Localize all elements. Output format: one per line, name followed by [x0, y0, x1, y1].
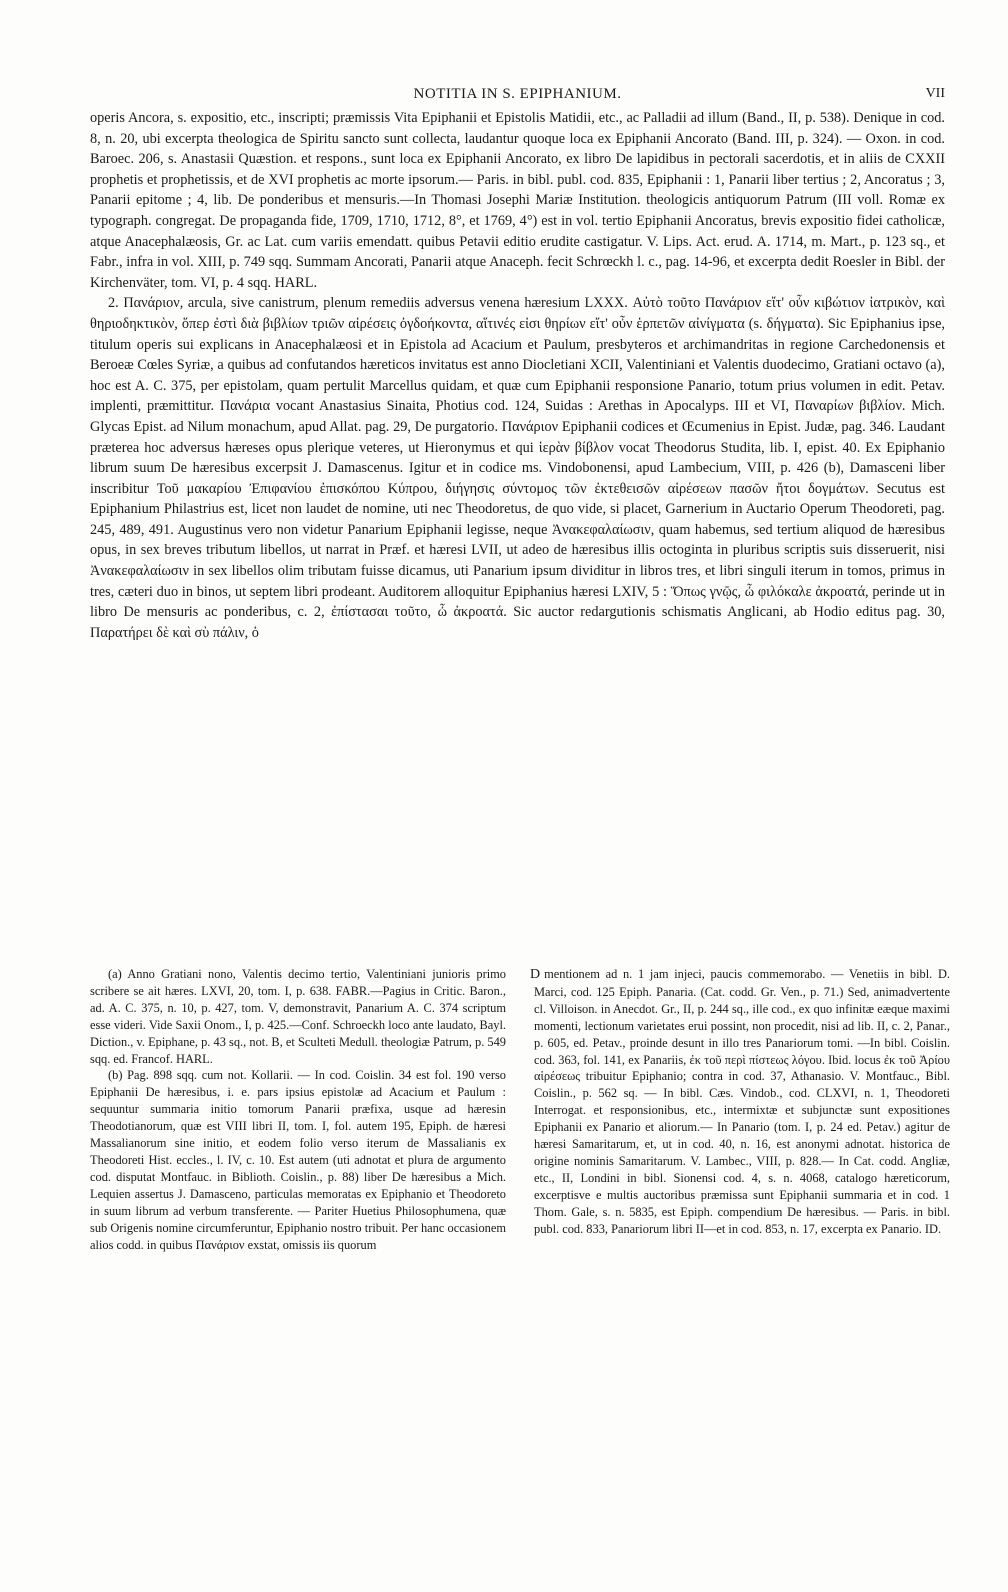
- footnote-column-left: [90, 966, 506, 1253]
- main-text: [90, 108, 945, 643]
- footnote-continuation-text: mentionem ad n. 1 jam injeci, paucis commemorabo. — Venetiis in bibl. D. Marci, cod. 125 Epiph. Panaria. (Cat. codd. Gr. Ven., p. 71.) Sed, animadvertente cl. Villoison. in Anecdot. Gr., II, p. 244 sq., ille cod., ex quo infinitæ eæque maximi momenti, lectionum varietates erui possint, non procedit, nisi ad lib. II, c. 2, Panar., p. 605, ed. Petav., proinde desunt in illo tres Panariorum tomi. —In bibl. Coislin. cod. 363, fol. 141, ex Panariis, ἐκ τοῦ περὶ πίστεως λόγου. Ibid. locus ἐκ τοῦ Ἀρίου αἱρέσεως tribuitur Epiphanio; contra in cod. 37, Athanasio. V. Montfauc., Bibl. Coislin., p. 562 sq. — In bibl. Cæs. Vindob., cod. CLXVI, n. 1, Theodoreti Interrogat. et responsionibus, etc., intermixtæ et subjunctæ sunt expositiones Epiphanii ex Panario et aliorum.— In Panario (tom. I, p. 24 ed. Petav.) agitur de hæresi Samaritarum, et, ut in cod. 40, n. 16, est anonymi adnotat. historica de origine nominis Samaritarum. V. Lambec., VIII, p. 828.— In Cat. codd. Angliæ, etc., II, Londini in bibl. Sionensi cod. 4, s. n. 4068, catalogo hæreticorum, excerptisve e multis auctoribus præmissa sunt Epiphanii summaria et in cod. 1 Thom. Gale, s. n. 5835, est Epiph. compendium De hæresibus. — Paris. in bibl. publ. cod. 833, Panariorum libri II—et in cod. 853, n. 17, excerpta ex Panario. ID.: [534, 967, 950, 1236]
- body-paragraph-2: 2. Πανάριον, arcula, sive canistrum, plenum remediis adversus venena hæresium LXXX. Αὐτὸ τοῦτο Πανάριον εἴτ' οὖν κιβώτιον ἰατρικὸν, καὶ θηριοδηκτικὸν, ὅπερ ἐστὶ διὰ βιβλίων τριῶν αἱρέσεις ὀγδοήκοντα, αἵτινές εἰσι θηρίων εἴτ' οὖν ἑρπετῶν αἰνίγματα (s. δήγματα). Sic Epiphanius ipse, titulum operis sui explicans in Anacephalæosi et in Epistola ad Acacium et Paulum, presbyteros et archimandritas in regione Carchedonensis et Beroeæ Cœles Syriæ, a quibus ad confutandos hæreticos invitatus est anno Diocletiani XCII, Valentiniani et Valentis duodecimo, Gratiani octavo (a), hoc est A. C. 375, per epistolam, quam pertulit Marcellus quidam, et quæ cum Epiphanii responsione Panario, totum prius volumen in edit. Petav. implenti, præmittitur. Πανάρια vocant Anastasius Sinaita, Photius cod. 124, Suidas : Arethas in Apocalyps. III et VI, Παναρίων βιβλίον. Mich. Glycas Epist. ad Nilum monachum, apud Allat. pag. 29, De purgatorio. Πανάριον Epiphanii codices et Œcumenius in Epist. Judæ, pag. 346. Laudant præterea hoc adversus hæreses opus plerique veteres, ut Hieronymus et qui ἱερὰν βίβλον vocat Theodorus Studita, lib. I, epist. 40. Ex Epiphanio librum suum De hæresibus excerpsit J. Damascenus. Igitur et in codice ms. Vindobonensi, apud Lambecium, VIII, p. 426 (b), Damasceni liber inscribitur Τοῦ μακαρίου Ἐπιφανίου ἐπισκόπου Κύπρου, διήγησις σύντομος τῶν ἐκτεθεισῶν αἱρέσεων πασῶν ἤτοι δογμάτων. Secutus est Epiphanium Philastrius est, licet non laudet de nomine, uti nec Theodoretus, de quo vide, si placet, Garnerium in Auctario Operum Theodoreti, pag. 245, 489, 491. Augustinus vero non videtur Panarium Epiphanii legisse, neque Ἀνακεφαλαίωσιν, quam habemus, sed tertium aliquod de hæresibus opus, in sex breves tributum libellos, ut narrat in Præf. et hæresi LVII, ut adeo de hæresibus illis octoginta in pluribus scriptis suis disseruerit, nisi Ἀνακεφαλαίωσιν in sex libellos olim tributam fuisse dicamus, uti Panarium ipsum dividitur in libros tres, et libri singuli iterum in tomos, primus in tres, cæteri duo in binos, ut septem libri prodeant. Auditorem alloquitur Epiphanius hæresi LXIV, 5 : Ὅπως γνῷς, ὦ φιλόκαλε ἀκροατά, perinde ut in libro De mensuris ac ponderibus, c. 2, ἐπίστασαι τοῦτο, ὦ ἀκροατά. Sic auctor redargutionis schismatis Anglicani, ab Hodio editus pag. 30, Παρατήρει δὲ καὶ σὺ πάλιν, ὁ: [90, 295, 945, 641]
- footnote-a: (a) Anno Gratiani nono, Valentis decimo tertio, Valentiniani junioris primo scribere se ait hæres. LXVI, 20, tom. I, p. 638. FABR.—Pagius in Critic. Baron., ad. A. C. 375, n. 10, p. 427, tom. V, demonstravit, Panarium A. C. 374 scriptum esse videri. Vide Saxii Onom., I, p. 425.—Conf. Schroeckh loco ante laudato, Bayl. Diction., v. Epiphane, p. 43 sq., not. B, et Sculteti Medull. theologiæ Patrum, p. 549 sqq. ed. Francof. HARL.: [90, 967, 506, 1066]
- footnotes: [90, 966, 950, 1253]
- footnote-continuation: [530, 966, 950, 1238]
- running-title: NOTITIA IN S. EPIPHANIUM.: [413, 86, 622, 102]
- column-marker: D: [530, 967, 541, 982]
- footnote-column-right: [530, 966, 950, 1253]
- running-head: [90, 86, 945, 108]
- page-number: VII: [925, 86, 945, 101]
- body-paragraph-1: operis Ancora, s. expositio, etc., inscripti; præmissis Vita Epiphanii et Epistolis Matidii, etc., ac Palladii ad illum (Band., II, p. 538). Denique in cod. 8, n. 20, ubi excerpta theologica de Spiritu sancto sunt collecta, laudantur quoque loca ex Epiphanii Ancorato (Band. III, p. 324). — Oxon. in cod. Baroec. 206, s. Anastasii Quæstion. et respons., sunt loca ex Epiphanii Ancorato, ex libro De lapidibus in pectorali sacerdotis, et in aliis de CXXII prophetis et prophetissis, et de XVI prophetis ac morte ipsorum.— Paris. in bibl. publ. cod. 835, Epiphanii : 1, Panarii liber tertius ; 2, Ancoratus ; 3, Panarii epitome ; 4, lib. De ponderibus et mensuris.—In Thomasi Josephi Mariæ Institution. theologicis antiquorum Patrum (III voll. Romæ ex typograph. congregat. De propaganda fide, 1709, 1710, 1712, 8°, et 1769, 4°) est in vol. tertio Epiphanii Ancoratus, brevis expositio fidei catholicæ, atque Anacephalæosis, Gr. ac Lat. cum variis emendatt. quibus Petavii editio erudite castigatur. V. Lips. Act. erud. A. 1714, m. Mart., p. 123 sq., et Fabr., infra in vol. XIII, p. 749 sqq. Summam Ancorati, Panarii atque Anaceph. fecit Schrœckh l. c., pag. 14-96, et excerpta dedit Roesler in Bibl. der Kirchenväter, tom. VI, p. 4 sqq. HARL.: [90, 110, 945, 291]
- footnote-b: (b) Pag. 898 sqq. cum not. Kollarii. — In cod. Coislin. 34 est fol. 190 verso Epiphanii De hæresibus, i. e. pars ipsius epistolæ ad Acacium et Paulum : sequuntur summaria initio tomorum Panarii præfixa, usque ad hæresin Theodotianorum, quæ est VIII libri II, tom. I, fol. autem 195, Epiph. de hæresi Massalianorum sine initio, et eodem folio verso iterum de Massalianis ex Theodoreti Hist. eccles., l. IV, c. 10. Est autem (uti adnotat et plura de argumento cod. disputat Montfauc. in Biblioth. Coislin., p. 88) liber De hæresibus a Mich. Lequien assertus J. Damasceno, particulas memoratas ex Epiphanio et Theodoreto in suum librum ad verbum transferente. — Pariter Huetius Philosophumena, quæ sub Origenis nomine circumferuntur, Epiphanio nostro tribuit. Per hanc occasionem alios codd. in quibus Πανάριον exstat, omissis iis quorum: [90, 1068, 506, 1252]
